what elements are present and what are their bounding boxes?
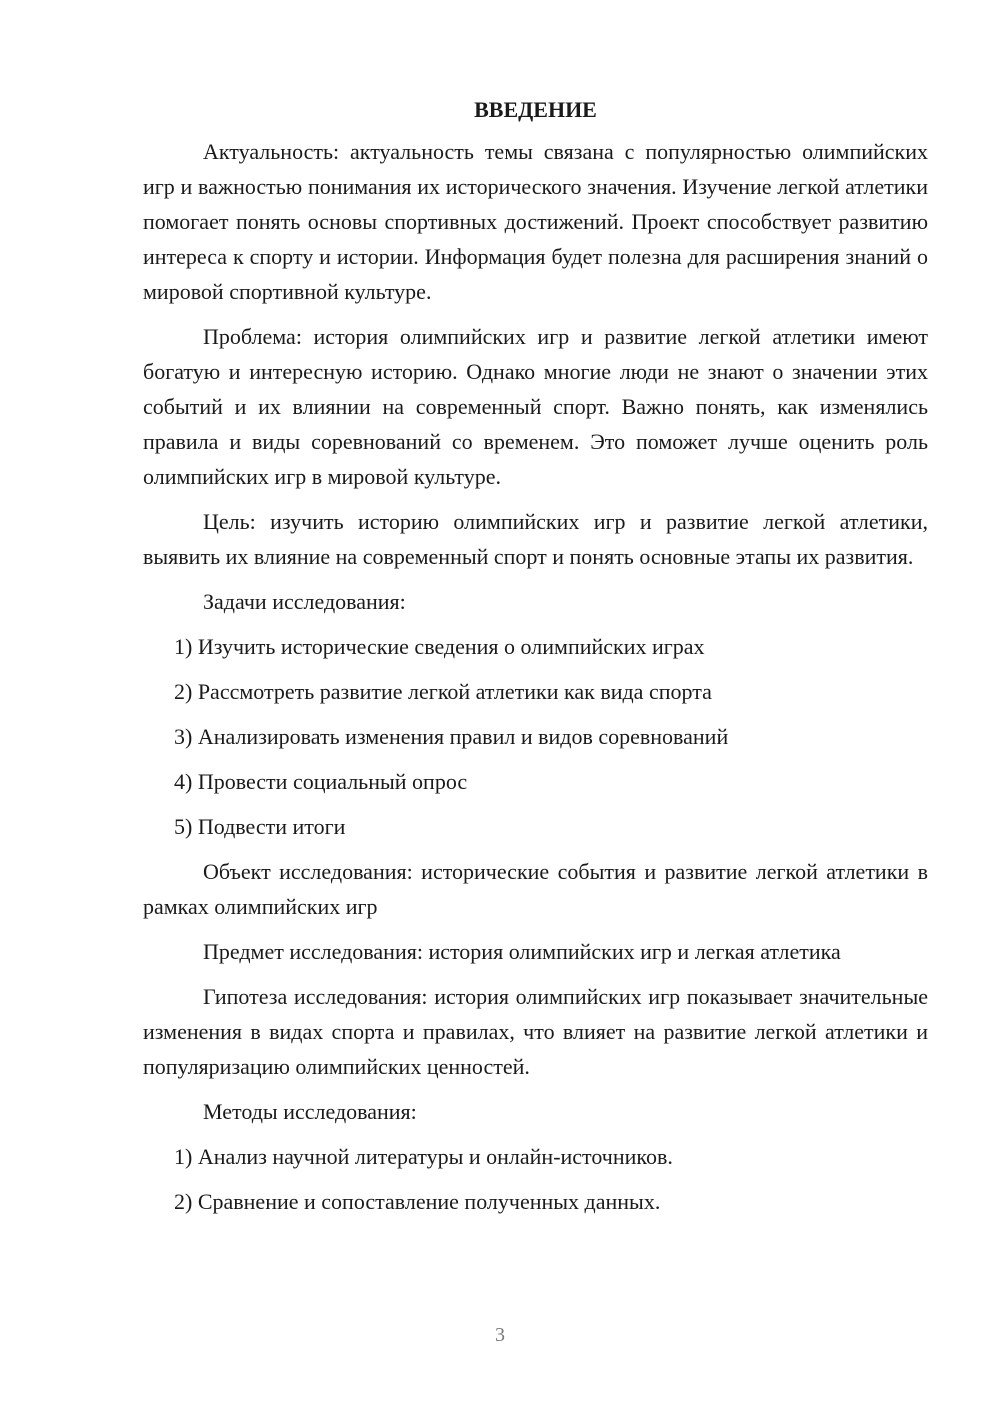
- list-item: 1) Изучить исторические сведения о олимпийских играх: [174, 634, 705, 659]
- methods-heading: Методы исследования:: [203, 1099, 417, 1124]
- page-number: 3: [495, 1324, 505, 1346]
- subject-paragraph: Предмет исследования: история олимпийских игр и легкая атлетика: [203, 939, 841, 964]
- methods-list: [143, 1139, 928, 1219]
- goal-paragraph: Цель: изучить историю олимпийских игр и развитие легкой атлетики, выявить их влияние на современный спорт и понять основные этапы их развития.: [143, 509, 928, 569]
- list-item: 1) Анализ научной литературы и онлайн-источников.: [174, 1144, 673, 1169]
- relevance-paragraph: Актуальность: актуальность темы связана с популярностью олимпийских игр и важностью понимания их исторического значения. Изучение легкой атлетики помогает понять основы спортивных достижений. Проект способствует развитию интереса к спорту и истории. Информация будет полезна для расширения знаний о мировой спортивной культуре.: [143, 139, 928, 304]
- document-page: [143, 92, 928, 1229]
- tasks-list: [143, 629, 928, 844]
- list-item: 2) Сравнение и сопоставление полученных данных.: [174, 1189, 661, 1214]
- list-item: 3) Анализировать изменения правил и видов соревнований: [174, 724, 729, 749]
- object-paragraph: Объект исследования: исторические события и развитие легкой атлетики в рамках олимпийских игр: [143, 859, 928, 919]
- list-item: 4) Провести социальный опрос: [174, 769, 468, 794]
- tasks-heading: Задачи исследования:: [203, 589, 406, 614]
- problem-paragraph: Проблема: история олимпийских игр и развитие легкой атлетики имеют богатую и интересную историю. Однако многие люди не знают о значении этих событий и их влиянии на современный спорт. Важно понять, как изменялись правила и виды соревнований со временем. Это поможет лучше оценить роль олимпийских игр в мировой культуре.: [143, 324, 928, 489]
- hypothesis-paragraph: Гипотеза исследования: история олимпийских игр показывает значительные изменения в видах спорта и правилах, что влияет на развитие легкой атлетики и популяризацию олимпийских ценностей.: [143, 984, 928, 1079]
- list-item: 2) Рассмотреть развитие легкой атлетики как вида спорта: [174, 679, 712, 704]
- list-item: 5) Подвести итоги: [174, 814, 346, 839]
- page-title: ВВЕДЕНИЕ: [474, 97, 597, 122]
